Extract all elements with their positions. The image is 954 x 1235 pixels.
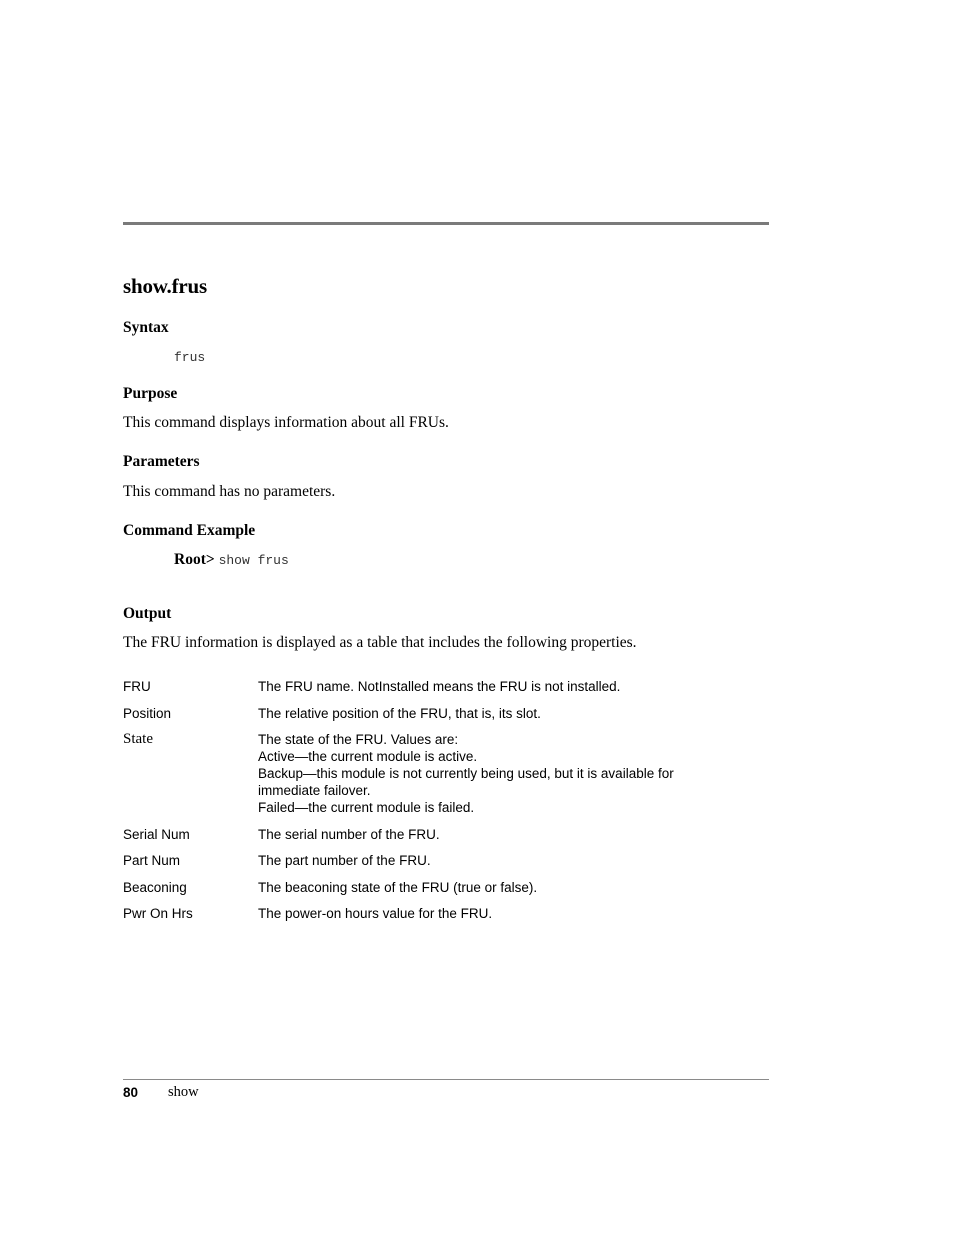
page-number: 80 [123, 1085, 139, 1100]
description-line: Active—the current module is active. [258, 749, 478, 764]
parameters-text: This command has no parameters. [123, 483, 336, 500]
command-example [174, 551, 289, 569]
table-row [123, 905, 769, 922]
table-row [123, 852, 769, 869]
purpose-heading: Purpose [123, 385, 178, 402]
footer-rule [123, 1079, 769, 1080]
command-example-heading: Command Example [123, 522, 256, 539]
purpose-text: This command displays information about all FRUs. [123, 414, 449, 431]
description-line: The serial number of the FRU. [258, 826, 440, 842]
property-description [258, 879, 708, 896]
description-line: The beaconing state of the FRU (true or false). [258, 879, 538, 895]
output-text: The FRU information is displayed as a table that includes the following properties. [123, 634, 637, 651]
table-row [123, 705, 769, 722]
description-line: The power-on hours value for the FRU. [258, 906, 493, 921]
property-description [258, 678, 708, 695]
syntax-heading: Syntax [123, 319, 169, 336]
description-line: Failed—the current module is failed. [258, 800, 475, 815]
property-name: Beaconing [123, 879, 187, 895]
property-name: Pwr On Hrs [123, 906, 193, 921]
property-name: FRU [123, 679, 151, 694]
property-description [258, 905, 708, 922]
property-name: Part Num [123, 853, 181, 868]
property-name: State [123, 731, 153, 747]
property-name: Serial Num [123, 826, 190, 842]
table-row [123, 879, 769, 896]
property-description [258, 826, 708, 843]
table-row [123, 826, 769, 843]
top-rule [123, 222, 769, 225]
properties-table [123, 678, 769, 932]
command-text: show frus [218, 553, 289, 568]
property-description [258, 852, 708, 869]
page-title: show.frus [123, 274, 207, 298]
footer-section-name: show [168, 1084, 199, 1100]
table-row [123, 731, 769, 816]
table-row [123, 678, 769, 695]
parameters-heading: Parameters [123, 453, 200, 470]
output-heading: Output [123, 605, 172, 622]
property-description [258, 731, 708, 816]
description-line: Backup—this module is not currently being used, but it is available for [258, 766, 674, 781]
description-line: immediate failover. [258, 783, 371, 798]
syntax-code: frus [174, 350, 206, 365]
description-line: The part number of the FRU. [258, 853, 431, 868]
description-line: The relative position of the FRU, that is, its slot. [258, 705, 541, 721]
description-line: The state of the FRU. Values are: [258, 732, 459, 747]
property-name: Position [123, 705, 172, 721]
property-description [258, 705, 708, 722]
description-line: The FRU name. NotInstalled means the FRU is not installed. [258, 679, 621, 694]
command-prompt: Root> [174, 551, 215, 568]
